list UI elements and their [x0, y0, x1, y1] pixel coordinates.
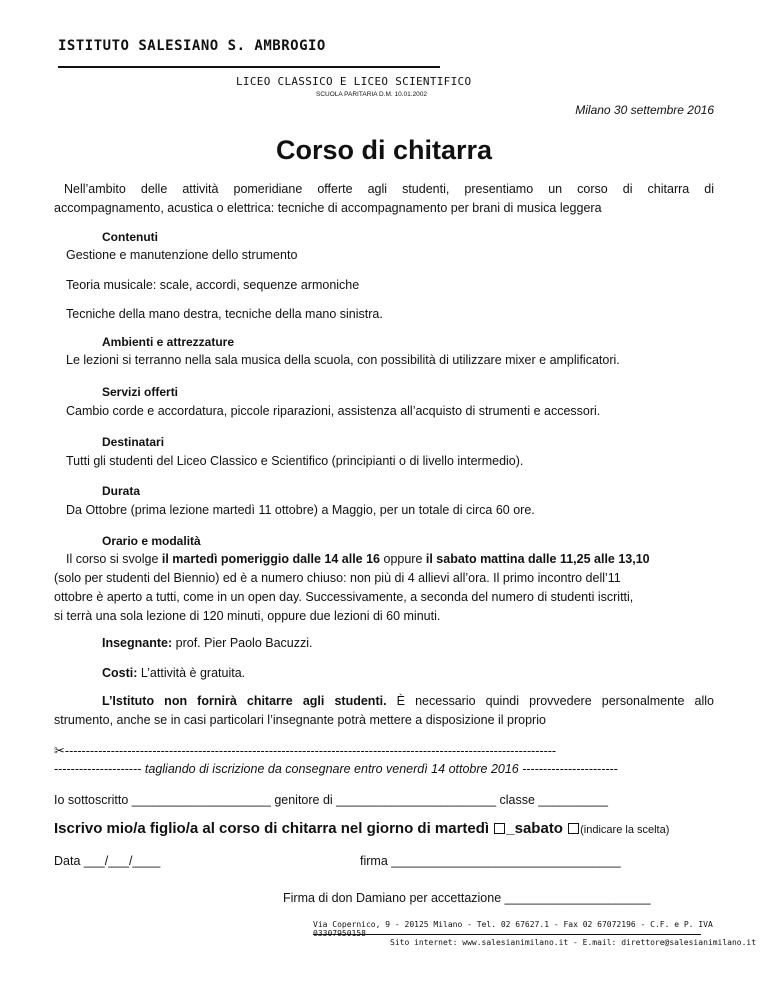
cut-dashes: ----------------------------------------------------------------------------------------------------------------------: [64, 744, 557, 758]
ambienti-text: Le lezioni si terranno nella sala musica della scuola, con possibilità di utilizzare mixer e amplificatori.: [66, 353, 620, 367]
orario-line-3: ottobre è aperto a tutti, come in un open day. Successivamente, a seconda del numero di studenti iscritti,: [54, 590, 634, 604]
school-name: ISTITUTO SALESIANO S. AMBROGIO: [58, 38, 326, 54]
data-field[interactable]: Data ___/___/____: [54, 854, 161, 868]
cut-dashes: ---------------------: [54, 762, 142, 776]
contenuti-item: Gestione e manutenzione dello strumento: [66, 248, 298, 262]
orario-line-1: [54, 550, 714, 569]
destinatari-heading: Destinatari: [102, 435, 165, 449]
sabato-checkbox[interactable]: [568, 823, 579, 834]
servizi-text: Cambio corde e accordatura, piccole riparazioni, assistenza all’acquisto di strumenti e accessori.: [66, 404, 601, 418]
firma-don-field[interactable]: Firma di don Damiano per accettazione _____________________: [283, 891, 651, 905]
costi-label: Costi:: [102, 666, 138, 680]
orario-text: Il corso si svolge: [66, 552, 162, 566]
intro-line-1: Nell’ambito delle attività pomeridiane offerte agli studenti, presentiamo un corso di chitarra di: [64, 182, 714, 196]
orario-line-2: (solo per studenti del Biennio) ed è a numero chiuso: non più di 4 allievi all’ora. Il primo incontro dell’11: [54, 571, 621, 585]
durata-text: Da Ottobre (prima lezione martedì 11 ottobre) a Maggio, per un totale di circa 60 ore.: [66, 503, 535, 517]
firma-field[interactable]: firma _________________________________: [360, 854, 621, 868]
servizi-heading: Servizi offerti: [102, 385, 179, 399]
note-rest: È necessario quindi provvedere personalmente allo: [386, 694, 715, 708]
liceo-name: LICEO CLASSICO E LICEO SCIENTIFICO: [236, 75, 472, 88]
insegnante-value: prof. Pier Paolo Bacuzzi.: [172, 636, 313, 650]
ambienti-heading: Ambienti e attrezzature: [102, 335, 235, 349]
costi: [102, 664, 245, 683]
contenuti-heading: Contenuti: [102, 230, 158, 244]
contenuti-item: Tecniche della mano destra, tecniche della mano sinistra.: [66, 307, 383, 321]
durata-heading: Durata: [102, 484, 141, 498]
footer-site: Sito internet: www.salesianimilano.it - E.mail: direttore@salesianimilano.it: [390, 938, 757, 947]
indicare-note: (indicare la scelta): [580, 824, 670, 836]
costi-value: L’attività è gratuita.: [137, 666, 246, 680]
cut-dashes: -----------------------: [522, 762, 618, 776]
page-title: Corso di chitarra: [275, 135, 493, 165]
cut-caption: [54, 760, 618, 779]
sabato-label: _sabato: [506, 820, 568, 837]
letter-date: Milano 30 settembre 2016: [575, 103, 714, 117]
scissors-icon: ✂: [54, 743, 65, 758]
note-line-2: strumento, anche se in casi particolari l’insegnante potrà mettere a disposizione il proprio: [54, 713, 546, 727]
sottoscritto-line[interactable]: Io sottoscritto ____________________ genitore di _______________________ classe __________: [54, 793, 608, 807]
orario-sabato: il sabato mattina dalle 11,25 alle 13,10: [425, 552, 650, 566]
note-line-1: [54, 692, 714, 711]
footer-rule: [313, 934, 701, 935]
insegnante-label: Insegnante:: [102, 636, 173, 650]
contenuti-item: Teoria musicale: scale, accordi, sequenze armoniche: [66, 278, 360, 292]
insegnante: [102, 634, 313, 653]
intro-line-2: accompagnamento, acustica o elettrica: tecniche di accompagnamento per brani di musica leggera: [54, 201, 602, 215]
orario-text: oppure: [380, 552, 426, 566]
destinatari-text: Tutti gli studenti del Liceo Classico e Scientifico (principianti o di livello intermedio).: [66, 454, 524, 468]
cut-line: [54, 741, 714, 761]
orario-martedi: il martedì pomeriggio dalle 14 alle 16: [161, 552, 381, 566]
paritaria-note: SCUOLA PARITARIA D.M. 10.01.2002: [316, 91, 428, 98]
note-bold: L’Istituto non fornirà chitarre agli studenti.: [102, 694, 387, 708]
cut-text: tagliando di iscrizione da consegnare entro venerdì 14 ottobre 2016: [141, 762, 523, 776]
iscrivo-text: Iscrivo mio/a figlio/a al corso di chitarra nel giorno di martedì: [54, 820, 494, 837]
header-rule: [58, 66, 440, 68]
orario-heading: Orario e modalità: [102, 534, 201, 548]
orario-line-4: si terrà una sola lezione di 120 minuti, oppure due lezioni di 60 minuti.: [54, 609, 441, 623]
footer-address: Via Copernico, 9 - 20125 Milano - Tel. 02 67627.1 - Fax 02 67072196 - C.F. e P. IVA: [313, 920, 713, 929]
iscrivo-line: [54, 820, 669, 837]
martedi-checkbox[interactable]: [494, 823, 505, 834]
